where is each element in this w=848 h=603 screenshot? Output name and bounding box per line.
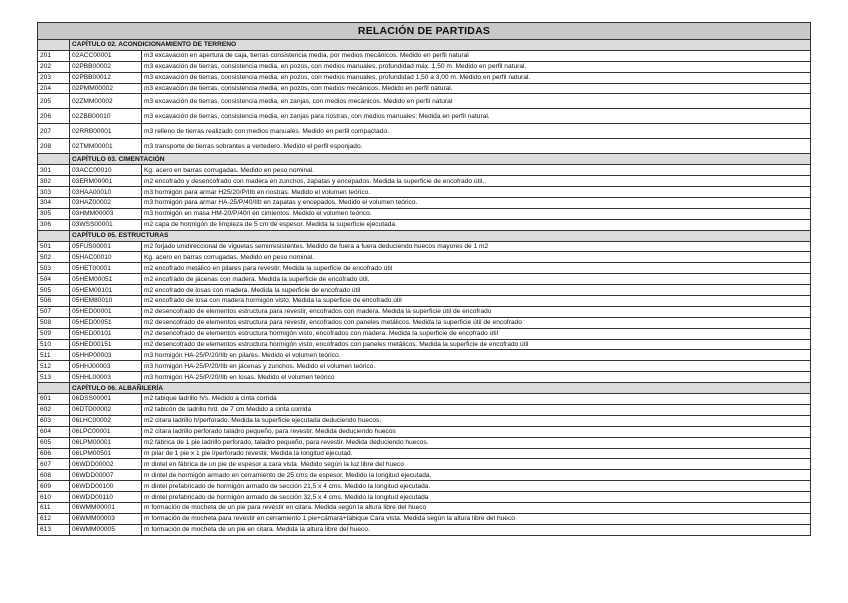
item-description: m2 encofrado de losas con madera. Medida la superficie de encofrado útil xyxy=(142,285,811,296)
item-code: 02ACC00001 xyxy=(70,50,142,61)
item-number: 507 xyxy=(38,306,70,317)
item-number: 203 xyxy=(38,72,70,83)
item-code: 05HED00001 xyxy=(70,306,142,317)
item-code: 05HHP00003 xyxy=(70,350,142,361)
item-description: m2 encofrado de jácenas con madera. Medida la superficie de encofrado útil. xyxy=(142,274,811,285)
item-code: 02TMM00001 xyxy=(70,139,142,154)
table-row xyxy=(38,187,811,198)
table-row xyxy=(38,437,811,448)
item-code: 05FUS00001 xyxy=(70,241,142,252)
chapter-title: CAPÍTULO 03. CIMENTACIÓN xyxy=(70,154,811,165)
table-row xyxy=(38,481,811,492)
item-code: 03HAZ00002 xyxy=(70,198,142,209)
chapter-header-row xyxy=(38,230,811,241)
item-number: 608 xyxy=(38,470,70,481)
item-code: 02PMM00002 xyxy=(70,83,142,94)
table-row xyxy=(38,415,811,426)
item-code: 02ZBB00010 xyxy=(70,109,142,124)
table-row xyxy=(38,361,811,372)
chapter-title: CAPÍTULO 02. ACONDICIONAMIENTO DE TERRENO xyxy=(70,40,811,51)
item-description: Kg. acero en barras corrugadas. Medido en peso nominal. xyxy=(142,252,811,263)
table-row xyxy=(38,263,811,274)
item-number: 206 xyxy=(38,109,70,124)
item-number: 509 xyxy=(38,328,70,339)
item-code: 05HHJ00003 xyxy=(70,361,142,372)
item-number: 207 xyxy=(38,124,70,139)
item-number: 601 xyxy=(38,394,70,405)
item-description: m3 hormigón para armar H25/20/P/IIb en riostras. Medido el volumen teórico. xyxy=(142,187,811,198)
item-number: 501 xyxy=(38,241,70,252)
item-description: m2 tabicón de ladrillo h/d. de 7 cm Medido a cinta corrida xyxy=(142,404,811,415)
item-description: m3 hormigón en masa HM-20/P/40/I en cimientos. Medido el volumen teórico. xyxy=(142,208,811,219)
table-row xyxy=(38,285,811,296)
item-code: 06LPC00001 xyxy=(70,426,142,437)
item-description: m3 transporte de tierras sobrantes a vertedero. Medido el perfil esponjado. xyxy=(142,139,811,154)
item-code: 02RRB00001 xyxy=(70,124,142,139)
partidas-table xyxy=(37,22,811,536)
item-number: 208 xyxy=(38,139,70,154)
item-code: 02PBB00012 xyxy=(70,72,142,83)
item-number: 201 xyxy=(38,50,70,61)
item-code: 05HEM00051 xyxy=(70,274,142,285)
item-description: m2 citara ladrillo perforado taladro pequeño, para revestir. Medida deduciendo huecos xyxy=(142,426,811,437)
item-code: 06WDD00007 xyxy=(70,470,142,481)
table-row xyxy=(38,165,811,176)
item-number: 612 xyxy=(38,513,70,524)
item-description: m3 hormigón HA-25/P/20/IIb en losas. Medido el volumen teórico xyxy=(142,372,811,383)
table-row xyxy=(38,448,811,459)
item-description: m dintel prefabricado de hormigón armado de sección 21,5 x 4 cms. Medido la longitud ejecutada. xyxy=(142,481,811,492)
item-number: 609 xyxy=(38,481,70,492)
item-description: m2 encofrado de losa con madera hormigón visto. Medida la superficie de encofrado útil xyxy=(142,296,811,307)
item-code: 06DTD00002 xyxy=(70,404,142,415)
table-row xyxy=(38,109,811,124)
chapter-header-row xyxy=(38,154,811,165)
item-code: 05HEM80010 xyxy=(70,296,142,307)
item-number: 301 xyxy=(38,165,70,176)
table-row xyxy=(38,176,811,187)
item-description: m formación de mocheta para revestir en cerramiento 1 pie+cámara+tabique Cara vista. Medida según la altura libre del hueco xyxy=(142,513,811,524)
item-description: m dintel prefabricado de hormigón armado de sección 32,5 x 4 cms. Medido la longitud ejecutada xyxy=(142,492,811,503)
item-code: 05HHL00003 xyxy=(70,372,142,383)
table-row xyxy=(38,296,811,307)
item-number: 607 xyxy=(38,459,70,470)
item-code: 03HMM00003 xyxy=(70,208,142,219)
item-description: m3 hormigón para armar HA-25/P/40/IIb en zapatas y encepados. Medido el volumen teórico. xyxy=(142,198,811,209)
item-description: m3 excavación de tierras, consistencia media, en pozos, con medios mecánicos. Medido en perfil natural. xyxy=(142,83,811,94)
table-row xyxy=(38,241,811,252)
item-code: 05HED00051 xyxy=(70,317,142,328)
item-code: 05HET00001 xyxy=(70,263,142,274)
item-code: 05HAC00010 xyxy=(70,252,142,263)
item-number: 506 xyxy=(38,296,70,307)
table-row xyxy=(38,426,811,437)
item-number: 508 xyxy=(38,317,70,328)
item-code: 03HAA00010 xyxy=(70,187,142,198)
item-description: m3 excavación de tierras, consistencia media, en pozos, con medios manuales, profundidad 1,50 a 3,00 m. Medido en perfil natural. xyxy=(142,72,811,83)
table-row xyxy=(38,404,811,415)
item-description: m formación de mocheta de un pie en citara. Medida la altura libre del hueco. xyxy=(142,524,811,535)
item-number: 306 xyxy=(38,219,70,230)
table-row xyxy=(38,124,811,139)
item-number: 513 xyxy=(38,372,70,383)
table-row xyxy=(38,470,811,481)
chapter-header-row xyxy=(38,383,811,394)
table-row xyxy=(38,328,811,339)
item-code: 06WMM00005 xyxy=(70,524,142,535)
item-number: 602 xyxy=(38,404,70,415)
item-code: 02ZMM00002 xyxy=(70,94,142,109)
item-description: m3 excavación de tierras, consistencia media, en pozos, con medios manuales, profundidad máx. 1,50 m. Medido en perfil natural. xyxy=(142,61,811,72)
table-row xyxy=(38,306,811,317)
table-row xyxy=(38,459,811,470)
item-description: m dintel de hormigón armado en cerramiento de 25 cms de espesor. Medido la longitud ejecutada. xyxy=(142,470,811,481)
table-row xyxy=(38,394,811,405)
item-number: 604 xyxy=(38,426,70,437)
item-code: 03ERM00001 xyxy=(70,176,142,187)
item-description: m2 forjado unidireccional de viguetas semirresistentes. Medido de fuera a fuera deduciendo huecos mayores de 1 m2 xyxy=(142,241,811,252)
item-description: m3 excavación de tierras, consistencia media, en zanjas para riostras, con medios manuales: Medida en perfil natural. xyxy=(142,109,811,124)
table-row xyxy=(38,372,811,383)
table-row xyxy=(38,339,811,350)
table-row xyxy=(38,208,811,219)
table-title-row xyxy=(38,23,811,40)
item-number: 305 xyxy=(38,208,70,219)
table-row xyxy=(38,513,811,524)
item-description: m formación de mocheta de un pie para revestir en citara. Medida según la altura libre del hueco xyxy=(142,502,811,513)
table-row xyxy=(38,50,811,61)
item-code: 02PBB00002 xyxy=(70,61,142,72)
item-number: 610 xyxy=(38,492,70,503)
item-number: 611 xyxy=(38,502,70,513)
partidas-table-body xyxy=(38,23,811,536)
item-code: 06WMM00003 xyxy=(70,513,142,524)
table-row xyxy=(38,219,811,230)
table-row xyxy=(38,350,811,361)
item-number: 511 xyxy=(38,350,70,361)
item-code: 06WDD00002 xyxy=(70,459,142,470)
table-row xyxy=(38,198,811,209)
item-number: 503 xyxy=(38,263,70,274)
chapter-spacer-cell xyxy=(38,40,70,51)
table-title: RELACIÓN DE PARTIDAS xyxy=(38,23,811,40)
table-row xyxy=(38,492,811,503)
item-description: m3 hormigón HA-25/P/20/IIb en jácenas y zunchos. Medido el volumen teórico. xyxy=(142,361,811,372)
table-row xyxy=(38,252,811,263)
table-row xyxy=(38,83,811,94)
item-description: m2 tabique ladrillo h/s. Medido a cinta corrida xyxy=(142,394,811,405)
item-number: 302 xyxy=(38,176,70,187)
item-description: m3 hormigón HA-25/P/20/IIb en pilares. Medido el volumen teórico. xyxy=(142,350,811,361)
table-row xyxy=(38,61,811,72)
item-description: m pilar de 1 pie x 1 pie l/perforado revestir. Medida la longitud ejecutad. xyxy=(142,448,811,459)
item-code: 06DSS00001 xyxy=(70,394,142,405)
item-description: m dintel en fábrica de un pie de espesor a cara vista. Medido según la luz libre del hueco xyxy=(142,459,811,470)
item-description: m3 excavación en apertura de caja, tierras consistencia media, por medios mecánicos. Medido en perfil natural xyxy=(142,50,811,61)
item-code: 06LHC00002 xyxy=(70,415,142,426)
item-code: 05HED00101 xyxy=(70,328,142,339)
item-number: 205 xyxy=(38,94,70,109)
chapter-spacer-cell xyxy=(38,154,70,165)
item-code: 03ACC00010 xyxy=(70,165,142,176)
chapter-title: CAPÍTULO 06. ALBAÑILERÍA xyxy=(70,383,811,394)
item-description: m2 encofrado y desencofrado con madera en zunchos, zapatas y encepados. Medida la superficie de encofrado útil.. xyxy=(142,176,811,187)
item-code: 06WMM00001 xyxy=(70,502,142,513)
item-number: 504 xyxy=(38,274,70,285)
item-description: m2 capa de hormigón de limpieza de 5 cm de espesor. Medida la superficie ejecutada. xyxy=(142,219,811,230)
item-number: 603 xyxy=(38,415,70,426)
chapter-header-row xyxy=(38,40,811,51)
item-number: 613 xyxy=(38,524,70,535)
item-code: 06WDD00110 xyxy=(70,492,142,503)
table-row xyxy=(38,274,811,285)
item-description: m3 relleno de tierras realizado con medios manuales. Medido en perfil compactado. xyxy=(142,124,811,139)
item-description: m2 fábrica de 1 pie ladrillo perforado, taladro pequeño, para revestir. Medida deduciendo huecos. xyxy=(142,437,811,448)
item-code: 06LPM00501 xyxy=(70,448,142,459)
item-code: 05HED00151 xyxy=(70,339,142,350)
item-code: 03WSS00001 xyxy=(70,219,142,230)
table-row xyxy=(38,139,811,154)
item-number: 505 xyxy=(38,285,70,296)
chapter-title: CAPÍTULO 05. ESTRUCTURAS xyxy=(70,230,811,241)
table-row xyxy=(38,317,811,328)
item-number: 606 xyxy=(38,448,70,459)
item-number: 512 xyxy=(38,361,70,372)
item-description: m2 desencofrado de elementos estructura para revestir, encofrados con paneles metálicos. Medida la superficie útil de encofrado xyxy=(142,317,811,328)
item-number: 204 xyxy=(38,83,70,94)
table-row xyxy=(38,72,811,83)
item-code: 06LPM00001 xyxy=(70,437,142,448)
item-description: m2 desencofrado de elementos estructura hormigón visto, encofrados con paneles metálicos. Medida la superficie de encofrado útil xyxy=(142,339,811,350)
table-row xyxy=(38,524,811,535)
item-description: m2 desencofrado de elementos estructura hormigón visto, encofrados con madera. Medida la superficie de encofrado útil xyxy=(142,328,811,339)
item-number: 605 xyxy=(38,437,70,448)
item-number: 202 xyxy=(38,61,70,72)
item-number: 304 xyxy=(38,198,70,209)
item-description: Kg. acero en barras corrugadas. Medido en peso nominal. xyxy=(142,165,811,176)
chapter-spacer-cell xyxy=(38,230,70,241)
item-code: 05HEM00101 xyxy=(70,285,142,296)
item-description: m2 desencofrado de elementos estructura para revestir, encofrados con madera. Medida la superficie útil de encofrado xyxy=(142,306,811,317)
item-description: m2 encofrado metálico en pilares para revestir. Medida la superficie de encofrado útil xyxy=(142,263,811,274)
table-row xyxy=(38,502,811,513)
table-row xyxy=(38,94,811,109)
item-number: 510 xyxy=(38,339,70,350)
item-description: m3 excavación de tierras, consistencia media, en zanjas, con medios mecánicos. Medido en perfil natural xyxy=(142,94,811,109)
item-number: 303 xyxy=(38,187,70,198)
chapter-spacer-cell xyxy=(38,383,70,394)
item-code: 06WDD00100 xyxy=(70,481,142,492)
item-description: m2 citara ladrillo h/perforado. Medida la superficie ejecutada deduciendo huecos. xyxy=(142,415,811,426)
item-number: 502 xyxy=(38,252,70,263)
